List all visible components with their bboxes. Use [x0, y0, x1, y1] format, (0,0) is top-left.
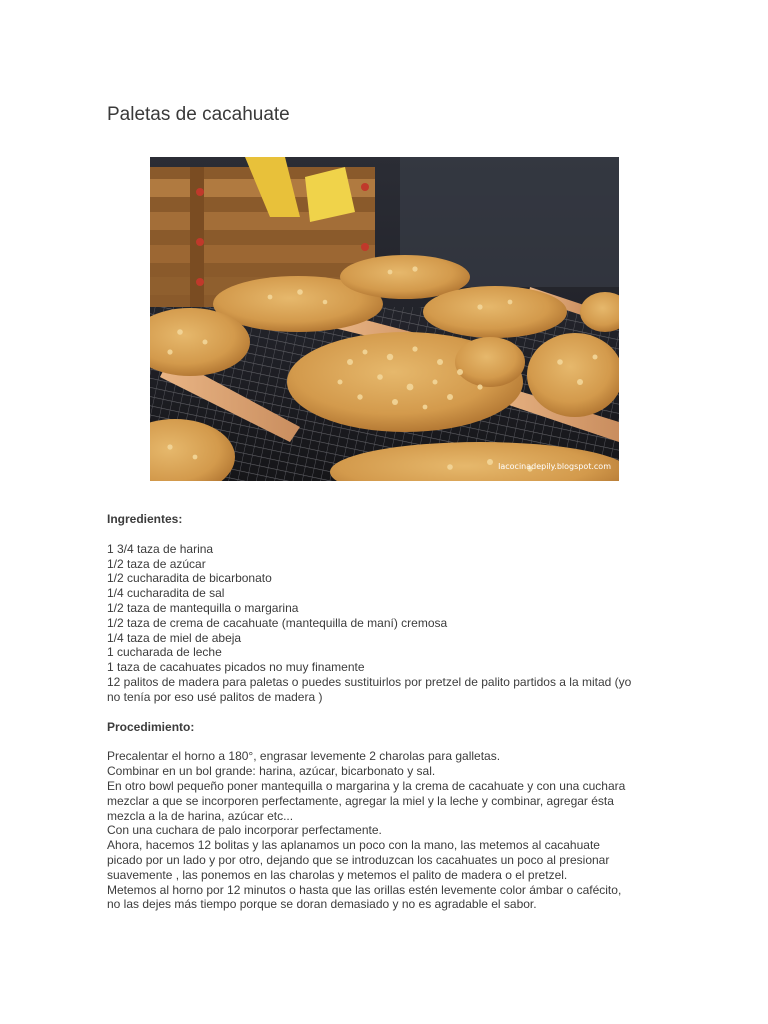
photo-credit-watermark: lacocinadepily.blogspot.com	[498, 462, 611, 471]
procedure-line: no las dejes más tiempo porque se doran demasiado y no es agradable el sabor.	[107, 897, 537, 912]
procedure-line: Con una cuchara de palo incorporar perfectamente.	[107, 823, 382, 838]
procedure-line: Ahora, hacemos 12 bolitas y las aplanamos un poco con la mano, las metemos al cacahuate	[107, 838, 600, 853]
procedure-line: mezcla a la de harina, azúcar etc...	[107, 808, 294, 823]
page-title: Paletas de cacahuate	[107, 104, 290, 125]
ingredient-item: 1/2 taza de azúcar	[107, 556, 206, 571]
recipe-content	[107, 512, 667, 927]
procedure-heading: Procedimiento:	[107, 719, 195, 734]
ingredients-heading: Ingredientes:	[107, 512, 183, 526]
procedure-line: Combinar en un bol grande: harina, azúcar, bicarbonato y sal.	[107, 764, 436, 779]
ingredient-item: 1/2 taza de crema de cacahuate (mantequilla de maní) cremosa	[107, 615, 448, 630]
ingredient-item: 1 3/4 taza de harina	[107, 541, 214, 556]
procedure-line: En otro bowl pequeño poner mantequilla o margarina y la crema de cacahuate y con una cuchara	[107, 778, 626, 793]
cookie-pops-photo	[150, 157, 619, 481]
procedure-text	[107, 749, 667, 912]
ingredient-item: 1/2 taza de mantequilla o margarina	[107, 600, 299, 615]
procedure-line: picado por un lado y por otro, dejando que se introduzcan los cacahuates un poco al presionar	[107, 852, 610, 867]
ingredient-item: 1/2 cucharadita de bicarbonato	[107, 571, 272, 586]
ingredient-item: 1 cucharada de leche	[107, 645, 222, 660]
procedure-line: Metemos al horno por 12 minutos o hasta que las orillas estén levemente color ámbar o cafécito,	[107, 882, 622, 897]
procedure-line: suavemente , las ponemos en las charolas y metemos el palito de madera o el pretzel.	[107, 867, 568, 882]
ingredient-item: no tenía por eso usé palitos de madera )	[107, 689, 323, 704]
procedure-line: Precalentar el horno a 180°, engrasar levemente 2 charolas para galletas.	[107, 749, 501, 764]
ingredients-list	[107, 542, 667, 705]
ingredient-item: 1/4 cucharadita de sal	[107, 586, 225, 601]
ingredient-item: 1 taza de cacahuates picados no muy finamente	[107, 660, 365, 675]
ingredient-item: 12 palitos de madera para paletas o puedes sustituirlos por pretzel de palito partidos a la mitad (yo	[107, 674, 632, 689]
procedure-line: mezclar a que se incorporen perfectamente, agregar la miel y la leche y combinar, agregar ésta	[107, 793, 614, 808]
ingredient-item: 1/4 taza de miel de abeja	[107, 630, 242, 645]
